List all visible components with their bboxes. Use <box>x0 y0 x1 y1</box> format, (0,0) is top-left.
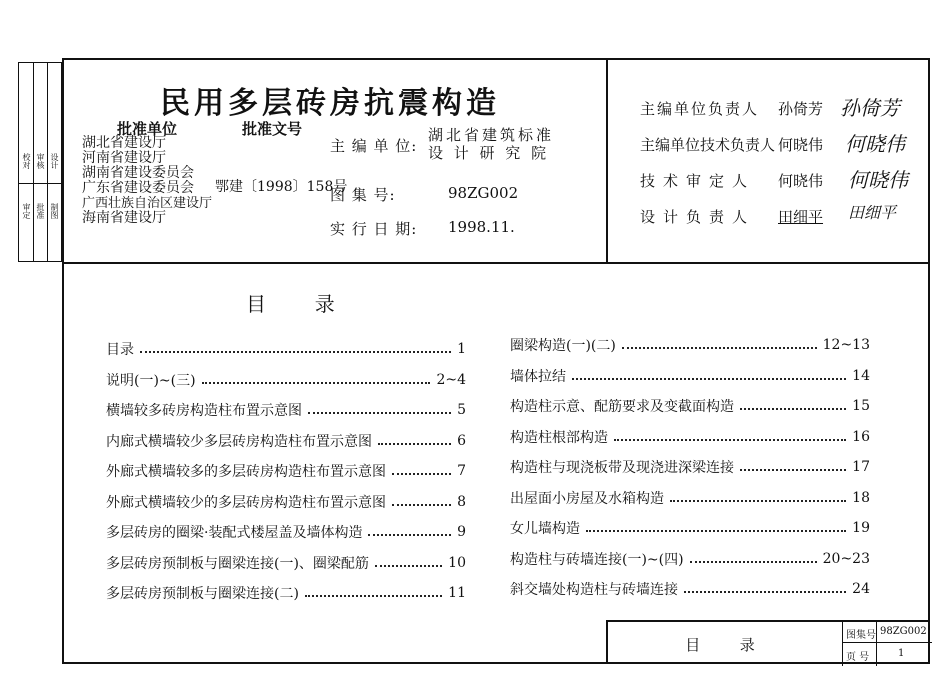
toc-entry-page: 8 <box>457 493 466 510</box>
toc-entry[interactable] <box>106 491 466 513</box>
strip-label: 设计 <box>50 153 59 169</box>
toc-entry-title: 墙体拉结 <box>510 368 566 385</box>
toc-entry[interactable] <box>510 426 870 448</box>
toc-entry-title: 构造柱根部构造 <box>510 429 608 446</box>
strip-label: 审定 <box>22 203 31 219</box>
toc-leader-dots <box>572 378 846 380</box>
toc-leader-dots <box>140 351 451 353</box>
date-value: 1998.11. <box>448 218 515 236</box>
toc-entry-page: 6 <box>457 432 466 449</box>
left-strip <box>18 62 62 262</box>
page-no-value: 1 <box>898 648 905 659</box>
strip-label: 校对 <box>22 153 31 169</box>
approval-unit: 湖南省建设委员会 <box>82 165 194 181</box>
toc-leader-dots <box>368 534 451 536</box>
toc-heading: 目 录 <box>246 292 347 316</box>
toc-entry-title: 构造柱示意、配筋要求及变截面构造 <box>510 399 734 415</box>
toc-leader-dots <box>740 408 846 410</box>
toc-leader-dots <box>670 500 846 502</box>
approval-unit-label: 批准单位 <box>117 120 178 138</box>
page-no-label: 页 号 <box>846 652 870 663</box>
toc-entry[interactable] <box>106 521 466 543</box>
strip-label: 制图 <box>50 203 59 219</box>
atlas-value: 98ZG002 <box>448 184 519 202</box>
toc-leader-dots <box>308 412 451 414</box>
responsible-role: 设计负责人 <box>640 208 756 226</box>
toc-entry-page: 7 <box>457 463 466 479</box>
toc-entry-page: 18 <box>852 489 870 506</box>
toc-entry-title: 外廊式横墙较多的多层砖房构造柱布置示意图 <box>106 464 386 480</box>
toc-leader-dots <box>690 561 817 563</box>
toc-entry-title: 女儿墙构造 <box>510 521 580 537</box>
toc-leader-dots <box>378 443 451 445</box>
atlas-no-value: 98ZG002 <box>880 626 927 637</box>
header-vertical-divider <box>606 58 608 263</box>
toc-entry[interactable] <box>510 548 870 570</box>
toc-leader-dots <box>392 504 451 506</box>
toc-entry-title: 构造柱与砖墙连接(一)~(四) <box>510 551 684 568</box>
toc-leader-dots <box>202 382 431 384</box>
signature-image: 何晓伟 <box>845 132 905 156</box>
toc-entry[interactable] <box>106 582 466 604</box>
responsible-name: 何晓伟 <box>778 136 824 154</box>
toc-entry-title: 构造柱与现浇板带及现浇进深梁连接 <box>510 460 734 476</box>
toc-leader-dots <box>586 530 846 532</box>
responsible-name: 孙倚芳 <box>778 100 824 118</box>
toc-entry-title: 外廊式横墙较少的多层砖房构造柱布置示意图 <box>106 494 386 511</box>
title-block <box>606 620 930 664</box>
toc-entry-page: 15 <box>852 398 870 414</box>
strip-label: 审核 <box>36 153 45 169</box>
toc-entry[interactable] <box>106 399 466 421</box>
approval-doc-label: 批准文号 <box>242 120 303 138</box>
approval-unit: 海南省建设厅 <box>82 210 166 226</box>
sheet-name: 目 录 <box>685 636 765 654</box>
approval-unit: 河南省建设厅 <box>82 150 166 166</box>
toc-entry-title: 出屋面小房屋及水箱构造 <box>510 490 664 507</box>
responsible-name: 何晓伟 <box>778 172 824 190</box>
editor-value <box>428 126 554 162</box>
editor-line: 湖北省建筑标准 <box>428 126 555 144</box>
approval-units-list <box>82 136 212 226</box>
toc-entry[interactable] <box>106 460 466 482</box>
toc-leader-dots <box>622 347 817 349</box>
toc-entry-page: 20~23 <box>822 550 870 567</box>
toc-entry-page: 14 <box>852 367 870 384</box>
toc-entry-page: 2~4 <box>436 371 466 388</box>
toc-entry[interactable] <box>510 487 870 509</box>
toc-entry-title: 目录 <box>106 342 134 358</box>
toc-entry-title: 斜交墙处构造柱与砖墙连接 <box>510 582 678 598</box>
toc-entry-page: 5 <box>457 402 466 418</box>
toc-leader-dots <box>614 439 846 441</box>
toc-entry-title: 说明(一)~(三) <box>106 372 196 389</box>
date-label: 实 行 日 期: <box>330 220 418 238</box>
toc-entry[interactable] <box>106 552 466 574</box>
toc-entry[interactable] <box>510 456 870 478</box>
toc-entry-page: 16 <box>852 428 870 445</box>
toc-entry-title: 多层砖房预制板与圈梁连接(二) <box>106 586 299 602</box>
toc-entry[interactable] <box>106 369 466 391</box>
editor-label: 主 编 单 位: <box>330 137 418 155</box>
header-divider <box>62 262 930 264</box>
toc-entry-title: 多层砖房预制板与圈梁连接(一)、圈梁配筋 <box>106 555 369 572</box>
toc-entry[interactable] <box>510 365 870 387</box>
toc-leader-dots <box>740 469 846 471</box>
toc-leader-dots <box>392 473 451 475</box>
toc-entry[interactable] <box>106 338 466 360</box>
toc-entry-page: 11 <box>448 585 466 601</box>
toc-leader-dots <box>305 595 442 597</box>
toc-entry-page: 9 <box>457 524 466 540</box>
approval-unit: 广西壮族自治区建设厅 <box>82 196 213 211</box>
toc-entry[interactable] <box>510 578 870 600</box>
toc-entry-page: 10 <box>448 554 466 571</box>
editor-line: 设 计 研 究 院 <box>428 144 550 162</box>
toc-entry-title: 横墙较多砖房构造柱布置示意图 <box>106 403 302 419</box>
atlas-no-label: 图集号 <box>846 630 876 641</box>
signature-image: 孙倚芳 <box>840 96 900 120</box>
toc-entry[interactable] <box>510 334 870 356</box>
signature-image: 田细平 <box>848 203 897 222</box>
toc-entry-title: 多层砖房的圈梁·装配式楼屋盖及墙体构造 <box>106 525 363 541</box>
toc-entry-page: 1 <box>457 341 466 357</box>
atlas-label: 图 集 号: <box>330 186 396 204</box>
page-title: 民用多层砖房抗震构造 <box>160 86 500 121</box>
responsible-role: 主编单位技术负责人 <box>640 136 776 154</box>
approval-doc-number: 鄂建〔1998〕158号 <box>215 179 348 195</box>
responsible-name: 田细平 <box>778 208 824 226</box>
toc-leader-dots <box>375 565 442 567</box>
toc-entry-title: 内廊式横墙较少多层砖房构造柱布置示意图 <box>106 433 372 450</box>
toc-entry[interactable] <box>510 395 870 417</box>
toc-leader-dots <box>684 591 846 593</box>
toc-entry-page: 24 <box>852 581 870 597</box>
responsible-role: 技术审定人 <box>640 172 756 190</box>
toc-entry[interactable] <box>106 430 466 452</box>
toc-entry[interactable] <box>510 517 870 539</box>
toc-entry-title: 圈梁构造(一)(二) <box>510 338 616 354</box>
toc-entry-page: 17 <box>852 459 870 475</box>
responsible-role: 主编单位负责人 <box>640 100 760 118</box>
toc-entry-page: 19 <box>852 520 870 536</box>
approval-unit: 广东省建设委员会 <box>82 180 194 196</box>
strip-label: 批准 <box>36 203 45 219</box>
approval-unit: 湖北省建设厅 <box>82 135 166 151</box>
toc-entry-page: 12~13 <box>822 337 870 353</box>
signature-image: 何晓伟 <box>848 168 908 192</box>
